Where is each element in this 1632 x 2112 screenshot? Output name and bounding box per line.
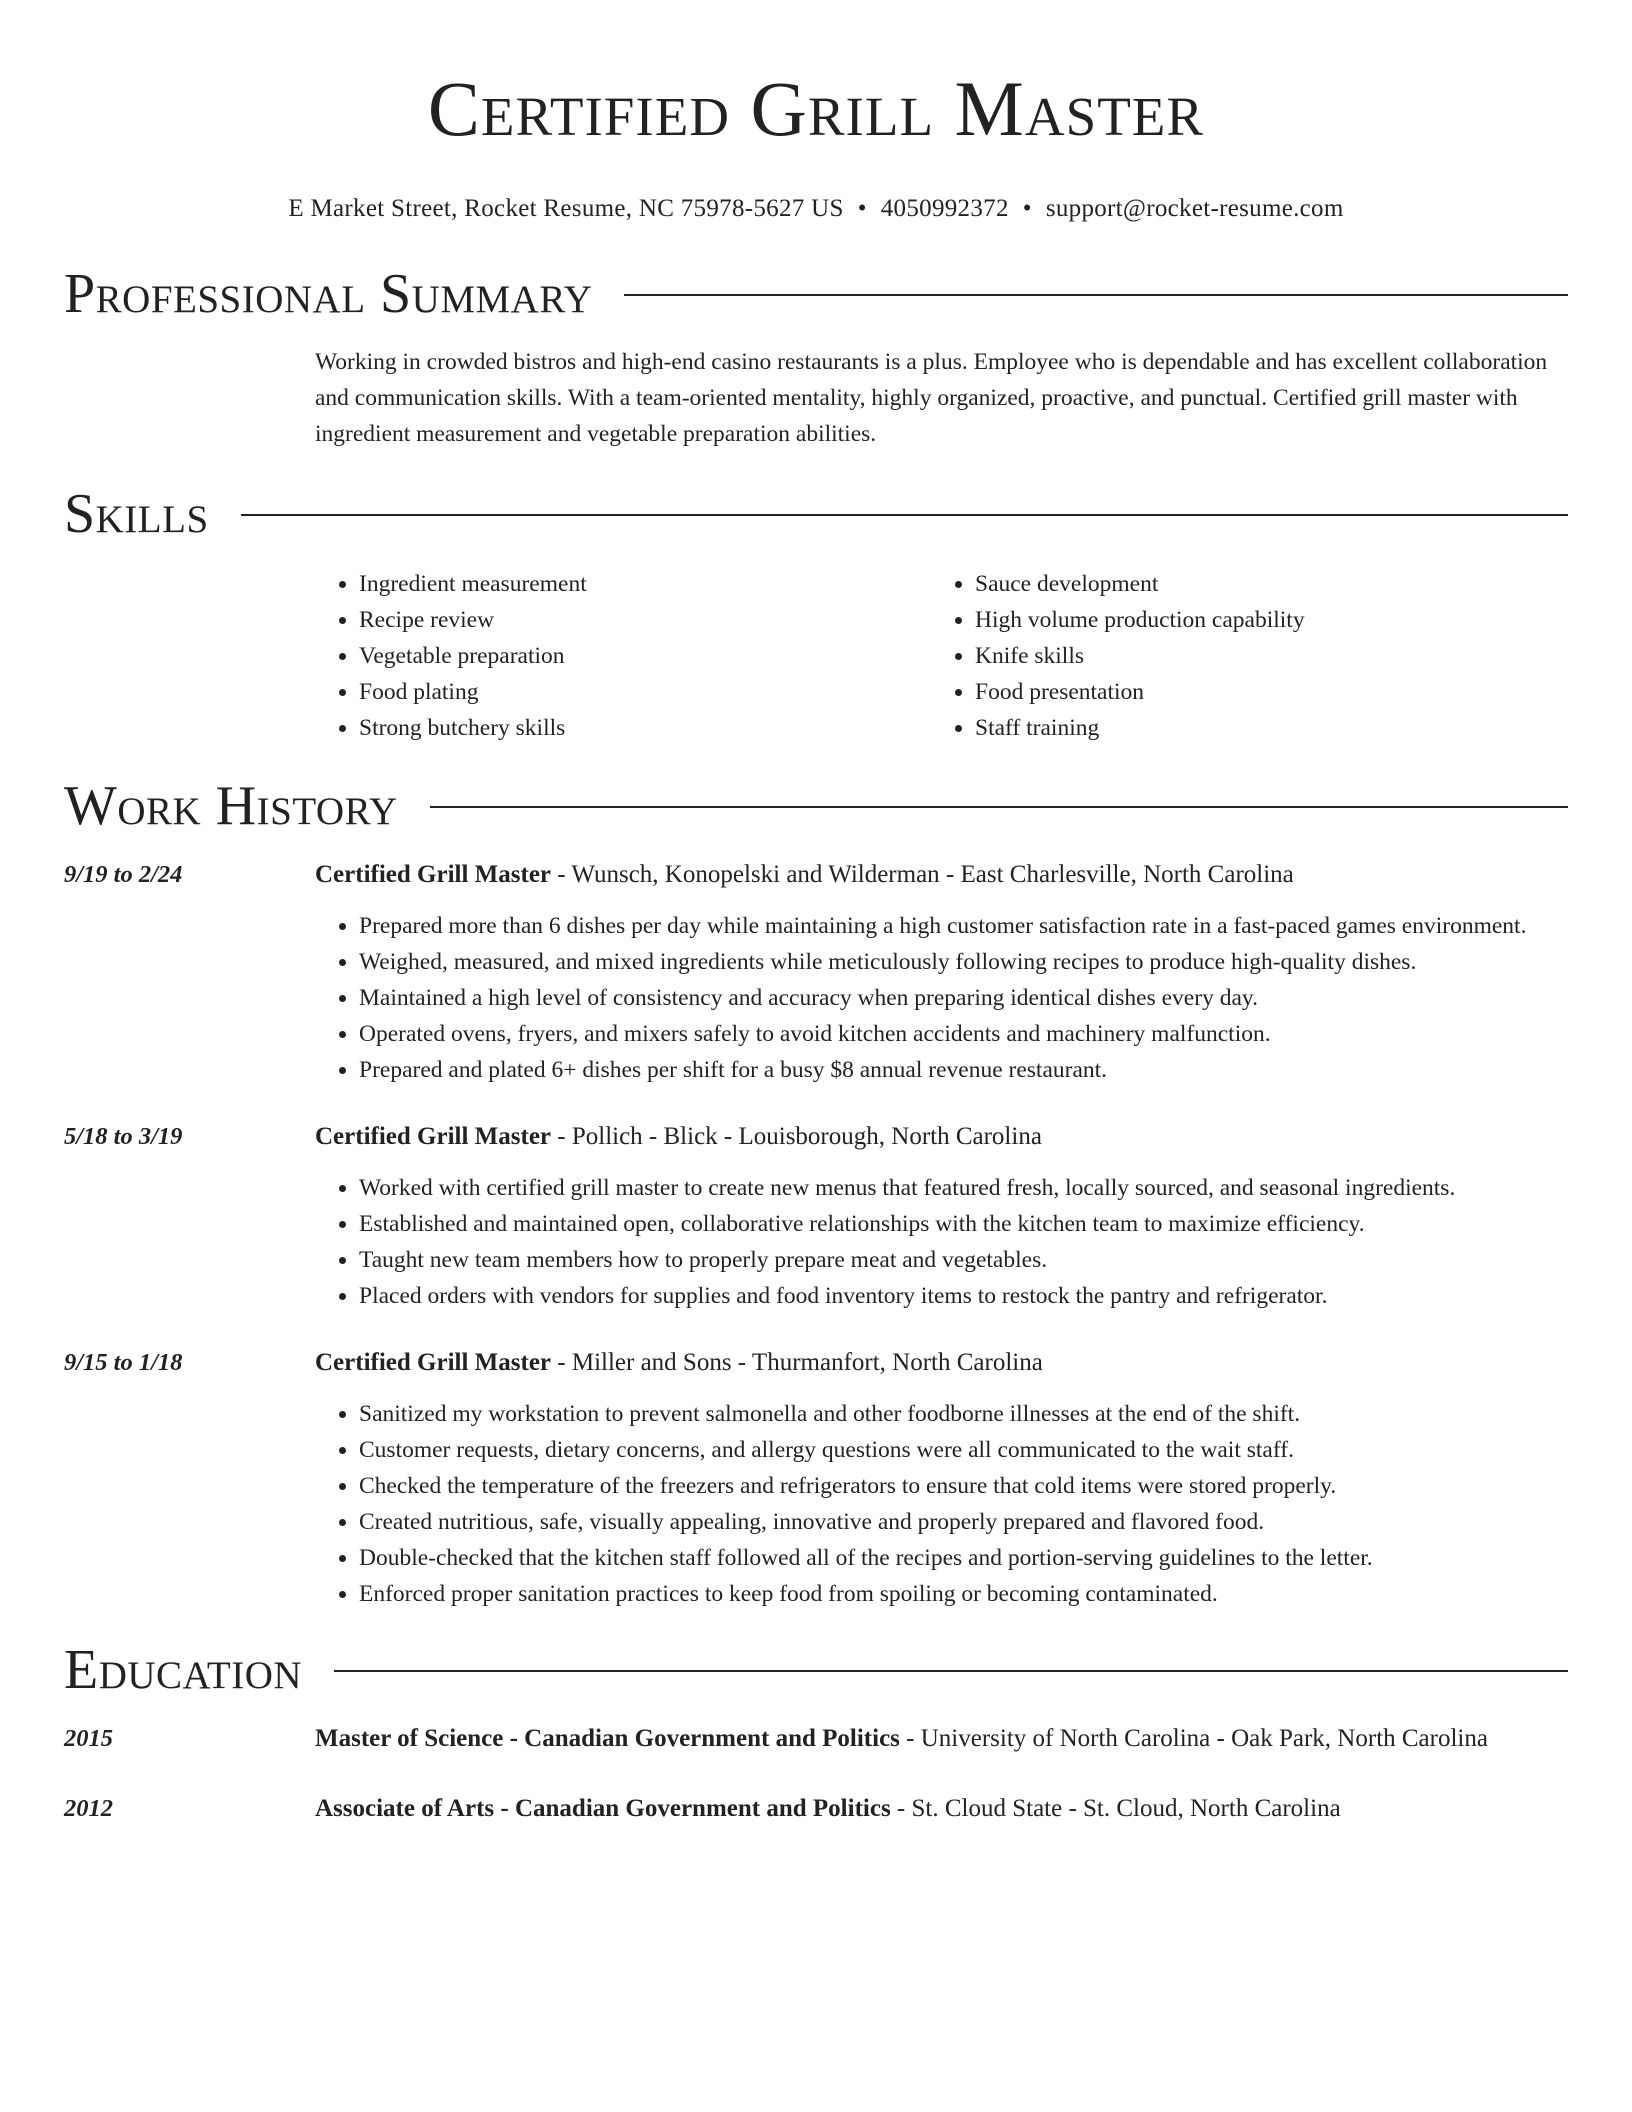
section-divider (624, 294, 1568, 296)
job-dates: 5/18 to 3/19 (64, 1123, 183, 1150)
contact-email: support@rocket-resume.com (1045, 195, 1344, 222)
skill-item: • Ingredient measurement (359, 566, 931, 602)
skill-item: • Food plating (359, 674, 931, 710)
job-title-line (315, 856, 1568, 894)
job-title-line (315, 1118, 1568, 1156)
job-body (315, 1118, 1568, 1314)
job-bullets (315, 1170, 1568, 1314)
job-bullets (315, 908, 1568, 1088)
job-title-line (315, 1344, 1568, 1382)
education-line (315, 1720, 1568, 1758)
contact-separator: • (857, 195, 867, 222)
job-bullet: • Operated ovens, fryers, and mixers safely to avoid kitchen accidents and machinery malfunction. (359, 1016, 1568, 1052)
summary-text: Working in crowded bistros and high-end casino restaurants is a plus. Employee who is dependable and has excellent collaboration and communication skills. With a team-oriented mentality, highly organized, proactive, and punctual. Certified grill master with ingredient measurement and vegetable preparation abilities. (315, 349, 1548, 447)
education-school-location: - University of North Carolina - Oak Park, North Carolina (899, 1725, 1488, 1752)
skill-item: • Staff training (975, 710, 1547, 746)
job-bullet: • Customer requests, dietary concerns, and allergy questions were all communicated to the wait staff. (359, 1432, 1568, 1468)
section-divider (241, 514, 1568, 516)
work-heading: Work History (64, 775, 398, 837)
job-employer-location: - Miller and Sons - Thurmanfort, North Carolina (551, 1349, 1043, 1376)
education-body (315, 1790, 1568, 1828)
education-line (315, 1790, 1568, 1828)
job-bullet: • Double-checked that the kitchen staff followed all of the recipes and portion-serving guidelines to the letter. (359, 1540, 1568, 1576)
job-entry (64, 1118, 1568, 1314)
education-body (315, 1720, 1568, 1758)
job-body (315, 856, 1568, 1088)
job-title: Certified Grill Master (315, 1123, 552, 1150)
skill-item: • High volume production capability (975, 602, 1547, 638)
job-entry (64, 856, 1568, 1088)
education-year: 2012 (64, 1795, 113, 1822)
education-entry (64, 1790, 1568, 1828)
skills-list-left (315, 566, 931, 746)
skill-item: • Vegetable preparation (359, 638, 931, 674)
job-dates: 9/19 to 2/24 (64, 861, 183, 888)
job-title: Certified Grill Master (315, 861, 552, 888)
skill-item: • Food presentation (975, 674, 1547, 710)
job-bullet: • Checked the temperature of the freezers and refrigerators to ensure that cold items were stored properly. (359, 1468, 1568, 1504)
education-heading: Education (64, 1639, 303, 1701)
skills-heading: Skills (64, 483, 209, 545)
education-degree: Master of Science - Canadian Government and Politics (315, 1725, 900, 1752)
skills-block (315, 566, 1568, 746)
education-school-location: - St. Cloud State - St. Cloud, North Carolina (890, 1795, 1341, 1822)
skill-item: • Recipe review (359, 602, 931, 638)
contact-separator: • (1022, 195, 1032, 222)
job-bullet: • Established and maintained open, collaborative relationships with the kitchen team to maximize efficiency. (359, 1206, 1568, 1242)
job-bullet: • Taught new team members how to properly prepare meat and vegetables. (359, 1242, 1568, 1278)
section-divider (430, 806, 1568, 808)
summary-block (315, 344, 1568, 452)
job-dates: 9/15 to 1/18 (64, 1349, 183, 1376)
job-bullet: • Created nutritious, safe, visually appealing, innovative and properly prepared and flavored food. (359, 1504, 1568, 1540)
job-bullet: • Prepared more than 6 dishes per day while maintaining a high customer satisfaction rate in a fast-paced games environment. (359, 908, 1568, 944)
job-bullet: • Placed orders with vendors for supplies and food inventory items to restock the pantry and refrigerator. (359, 1278, 1568, 1314)
job-body (315, 1344, 1568, 1612)
skill-item: • Strong butchery skills (359, 710, 931, 746)
contact-phone: 4050992372 (880, 195, 1009, 222)
summary-section-header (64, 262, 1568, 326)
job-bullet: • Worked with certified grill master to create new menus that featured fresh, locally sourced, and seasonal ingredients. (359, 1170, 1568, 1206)
job-bullets (315, 1396, 1568, 1612)
job-employer-location: - Pollich - Blick - Louisborough, North Carolina (551, 1123, 1042, 1150)
work-section-header (64, 774, 1568, 838)
education-entry (64, 1720, 1568, 1758)
education-year: 2015 (64, 1725, 113, 1752)
skills-list-right (931, 566, 1547, 746)
job-bullet: • Maintained a high level of consistency and accuracy when preparing identical dishes every day. (359, 980, 1568, 1016)
job-title: Certified Grill Master (315, 1349, 552, 1376)
contact-line (64, 192, 1568, 226)
job-bullet: • Sanitized my workstation to prevent salmonella and other foodborne illnesses at the end of the shift. (359, 1396, 1568, 1432)
job-bullet: • Weighed, measured, and mixed ingredients while meticulously following recipes to produce high-quality dishes. (359, 944, 1568, 980)
job-bullet: • Prepared and plated 6+ dishes per shift for a busy $8 annual revenue restaurant. (359, 1052, 1568, 1088)
education-degree: Associate of Arts - Canadian Government and Politics (315, 1795, 891, 1822)
summary-heading: Professional Summary (64, 263, 593, 325)
skill-item: • Knife skills (975, 638, 1547, 674)
section-divider (334, 1670, 1568, 1672)
resume-page (64, 0, 1568, 1828)
job-employer-location: - Wunsch, Konopelski and Wilderman - East Charlesville, North Carolina (551, 861, 1294, 888)
skill-item: • Sauce development (975, 566, 1547, 602)
job-bullet: • Enforced proper sanitation practices to keep food from spoiling or becoming contaminated. (359, 1576, 1568, 1612)
contact-address: E Market Street, Rocket Resume, NC 75978-5627 US (288, 195, 844, 222)
education-section-header (64, 1638, 1568, 1702)
skills-section-header (64, 482, 1568, 546)
job-entry (64, 1344, 1568, 1612)
candidate-name: Certified Grill Master (427, 65, 1205, 152)
